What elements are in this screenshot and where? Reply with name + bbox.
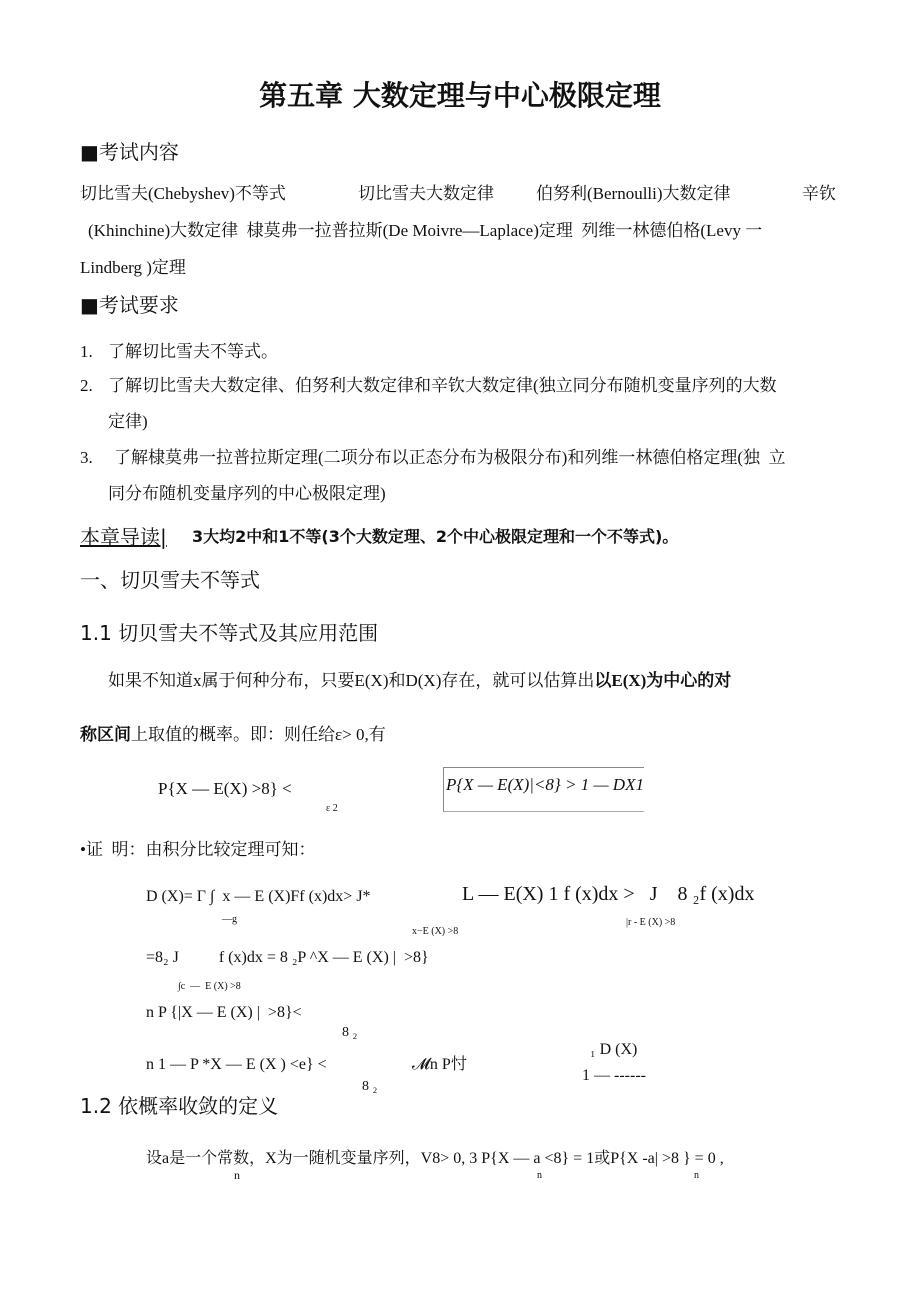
content-item: 切比雪夫大数定律 (358, 184, 494, 203)
guide-text: 3大均2中和1不等(3个大数定理、2个中心极限定理和一个不等式)。 (192, 527, 679, 546)
subscript-n: n (234, 1168, 240, 1182)
formula-chebyshev-2: P{X — E(X)|<8} > 1 — DX1 (446, 775, 644, 794)
formula-sub: ε 2 (326, 803, 338, 814)
formula-eq: =8₂ J f (x)dx = 8 ₂P ^X — E (X) | >8} (146, 949, 429, 966)
section-1-2-heading: 1.2 依概率收敛的定义 (80, 1094, 279, 1118)
formula-sub: 8 ₂ (362, 1079, 378, 1094)
content-line: Lindberg )定理 (80, 258, 186, 277)
section-1-heading: 一、切贝雪夫不等式 (80, 568, 260, 592)
formula-dx-cont: L — E(X) 1 f (x)dx > J 8 ₂f (x)dx (462, 883, 755, 905)
formula-sub: 8 ₂ (342, 1025, 358, 1040)
para-text: 如果不知道x属于何种分布，只要E(X)和D(X)存在，就可以估算出 (108, 671, 595, 690)
para-bold: 以E(X)为中心的对 (594, 671, 732, 690)
req-text: 同分布随机变量序列的中心极限定理) (108, 484, 386, 503)
section-heading-requirements: ■考试要求 (80, 293, 179, 317)
req-text: 定律) (108, 412, 148, 431)
req-num: 2. (80, 376, 93, 395)
subscript-n: n (694, 1170, 699, 1181)
formula-right-top: ₁ D (X) (590, 1041, 638, 1058)
req-text: 了解切比雪夫不等式。 (108, 342, 278, 361)
formula-dx: D (X)= Γ ∫ x — E (X)Ff (x)dx> J* (146, 888, 371, 905)
formula-sub: |r - E (X) >8 (626, 917, 676, 928)
content-item: 辛钦 (802, 184, 836, 203)
formula-sub: x−E (X) >8 (412, 926, 459, 937)
req-text: 了解切比雪夫大数定律、伯努利大数定律和辛钦大数定律(独立同分布随机变量序列的大数 (108, 376, 777, 395)
content-item: 切比雪夫(Chebyshev)不等式 (80, 184, 286, 203)
paragraph-2: 设a是一个常数，X为一随机变量序列，V8> 0, 3 P{X — a <8} = 1或P{X -a| >8 } = 0 , (146, 1150, 724, 1167)
content-item: 伯努利(Bernoulli)大数定律 (536, 184, 731, 203)
formula-right-bottom: 1 — ------ (582, 1067, 646, 1084)
page-title: 第五章 大数定理与中心极限定理 (259, 79, 661, 112)
req-num: 1. (80, 342, 93, 361)
para-text: 上取值的概率。即：则任给ε> 0,有 (131, 725, 386, 744)
formula-sub: ∫c — E (X) >8 (178, 981, 241, 992)
paragraph-1-cont (80, 726, 386, 743)
req-num: 3. (80, 448, 93, 467)
formula-n2: n 1 — P *X — E (X ) <e} < (146, 1056, 327, 1073)
formula-mid: 𝓜n P忖 (412, 1056, 467, 1073)
content-line: (Khinchine)大数定律 棣莫弗一拉普拉斯(De Moivre—Laplace)定理 列维一林德伯格(Levy 一 (88, 221, 763, 240)
formula-chebyshev-1: P{X — E(X) >8} < (158, 779, 292, 798)
subscript-n: n (537, 1170, 542, 1181)
req-text: 了解棣莫弗一拉普拉斯定理(二项分布以正态分布为极限分布)和列维一林德伯格定理(独 立 (114, 448, 786, 467)
formula-n1: n P {|X — E (X) | >8}< (146, 1004, 302, 1021)
guide-label: 本章导读| (80, 525, 167, 549)
para-bold: 称区间 (80, 725, 131, 744)
section-heading-content: ■考试内容 (80, 140, 179, 164)
section-1-1-heading: 1.1 切贝雪夫不等式及其应用范围 (80, 621, 379, 645)
proof-intro: •证 明：由积分比较定理可知： (80, 840, 316, 859)
paragraph-1 (108, 672, 731, 689)
formula-sub: —g (222, 914, 237, 925)
